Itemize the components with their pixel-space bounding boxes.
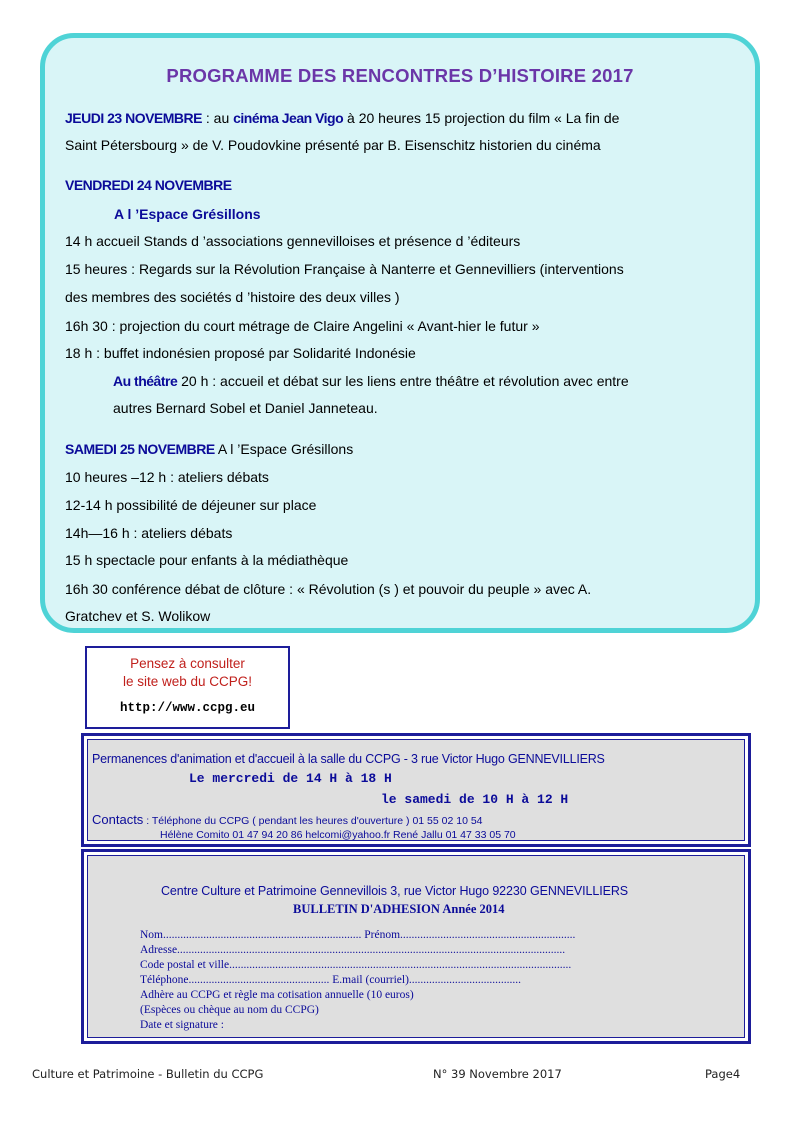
contacts-line-1 — [92, 811, 483, 829]
footer-page-number: Page4 — [705, 1067, 741, 1081]
vendredi-item: 14 h accueil Stands d ’associations gennevilloises et présence d ’éditeurs — [65, 233, 521, 249]
vendredi-item: 15 heures : Regards sur la Révolution Française à Nanterre et Gennevilliers (interventions — [65, 261, 624, 277]
jeudi-date: JEUDI 23 NOVEMBRE — [65, 110, 202, 126]
adhesion-header: Centre Culture et Patrimoine Gennevillois 3, rue Victor Hugo 92230 GENNEVILLIERS — [161, 884, 629, 898]
permanences-mercredi: Le mercredi de 14 H à 18 H — [189, 771, 392, 786]
samedi-item: 10 heures –12 h : ateliers débats — [65, 469, 269, 485]
samedi-line — [65, 440, 353, 458]
vendredi-venue: A l ’Espace Grésillons — [114, 206, 261, 222]
website-url-link[interactable]: http://www.ccpg.eu — [119, 701, 256, 715]
vendredi-date: VENDREDI 24 NOVEMBRE — [65, 177, 232, 193]
samedi-item: 15 h spectacle pour enfants à la médiathèque — [65, 552, 349, 568]
field-telephone-email[interactable]: Téléphone................................................. E.mail (courriel)....................................... — [140, 974, 522, 986]
samedi-item: Gratchev et S. Wolikow — [65, 608, 211, 624]
footer-issue: N° 39 Novembre 2017 — [433, 1067, 562, 1081]
field-adresse[interactable]: Adresse....................................................................................................................................... — [140, 944, 566, 956]
samedi-venue: A l ’Espace Grésillons — [214, 441, 354, 457]
samedi-item: 12-14 h possibilité de déjeuner sur place — [65, 497, 317, 513]
jeudi-line-1 — [65, 109, 619, 127]
vendredi-item: des membres des sociétés d ’histoire des deux villes ) — [65, 289, 400, 305]
adhesion-cotisation: Adhère au CCPG et règle ma cotisation annuelle (10 euros) — [140, 989, 414, 1001]
permanences-box — [81, 733, 751, 847]
website-line-2: le site web du CCPG! — [122, 674, 253, 689]
permanences-line-1: Permanences d'animation et d'accueil à la salle du CCPG - 3 rue Victor Hugo GENNEVILLIERS — [92, 752, 605, 766]
programme-box — [40, 33, 760, 633]
permanences-panel — [87, 739, 745, 841]
website-box — [85, 646, 290, 729]
field-code-postal[interactable]: Code postal et ville....................................................................................................................... — [140, 959, 572, 971]
permanences-samedi: le samedi de 10 H à 12 H — [381, 792, 569, 807]
website-line-1: Pensez à consulter — [130, 656, 245, 671]
field-date-signature[interactable]: Date et signature : — [140, 1019, 224, 1031]
adhesion-box — [81, 849, 751, 1044]
contacts-phone: : Téléphone du CCPG ( pendant les heures d'ouverture ) 01 55 02 10 54 — [143, 815, 483, 827]
samedi-item: 14h—16 h : ateliers débats — [65, 525, 233, 541]
theatre-line-1 — [113, 372, 629, 390]
theatre-text-1: 20 h : accueil et débat sur les liens entre théâtre et révolution avec entre — [177, 373, 629, 389]
adhesion-panel — [87, 855, 745, 1038]
footer-title: Culture et Patrimoine - Bulletin du CCPG — [32, 1067, 264, 1081]
jeudi-sep: : au — [201, 110, 234, 126]
vendredi-item: 16h 30 : projection du court métrage de Claire Angelini « Avant-hier le futur » — [65, 318, 540, 334]
jeudi-line-2: Saint Pétersbourg » de V. Poudovkine présenté par B. Eisenschitz historien du cinéma — [65, 137, 601, 153]
contacts-line-2: Hélène Comito 01 47 94 20 86 helcomi@yahoo.fr René Jallu 01 47 33 05 70 — [160, 829, 516, 841]
programme-title: PROGRAMME DES RENCONTRES D’HISTOIRE 2017 — [166, 65, 634, 86]
samedi-item: 16h 30 conférence débat de clôture : « Révolution (s ) et pouvoir du peuple » avec A. — [65, 581, 592, 597]
field-nom[interactable]: Nom..................................................................... Prénom............................................................. — [140, 929, 576, 941]
jeudi-venue: cinéma Jean Vigo — [233, 110, 344, 126]
vendredi-item: 18 h : buffet indonésien proposé par Solidarité Indonésie — [65, 345, 416, 361]
theatre-line-2: autres Bernard Sobel et Daniel Janneteau. — [113, 400, 378, 416]
jeudi-text-1: à 20 heures 15 projection du film « La fin de — [343, 110, 620, 126]
adhesion-paiement: (Espèces ou chèque au nom du CCPG) — [140, 1004, 319, 1016]
adhesion-title: BULLETIN D'ADHESION Année 2014 — [293, 902, 505, 916]
contacts-label: Contacts — [92, 812, 144, 827]
theatre-label: Au théâtre — [113, 373, 178, 389]
samedi-date: SAMEDI 25 NOVEMBRE — [65, 441, 215, 457]
